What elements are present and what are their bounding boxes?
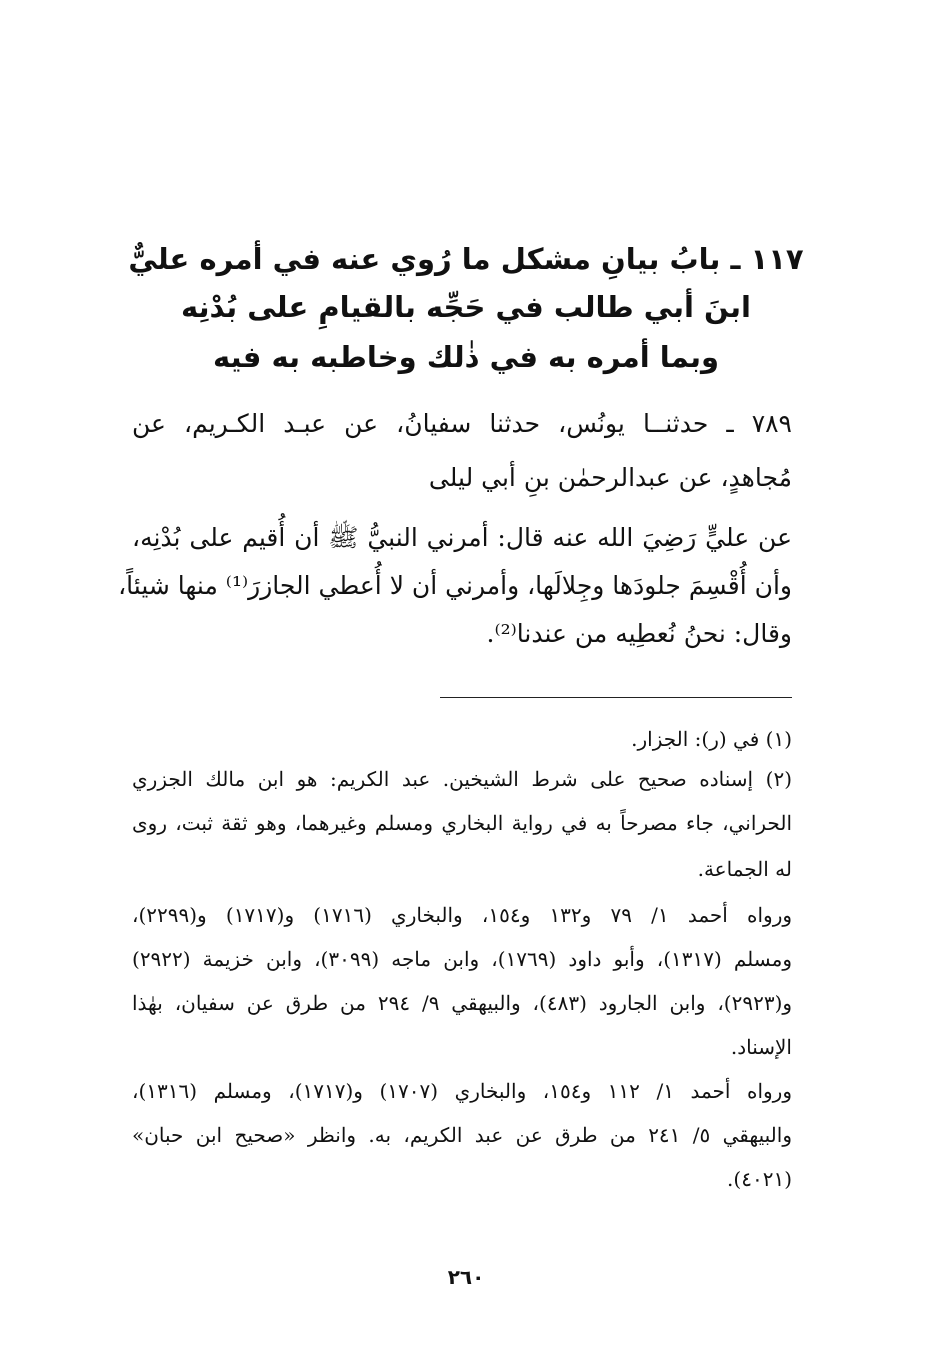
footnote-divider: [440, 697, 792, 698]
hadith-isnad-line-2: مُجاهدٍ، عن عبدالرحمٰن بنِ أبي ليلى: [428, 463, 792, 492]
hadith-matn-line-2: وأن أُقْسِمَ جلودَها وجِلالَها، وأمرني أن لا أُعطي الجازرَ⁽¹⁾ منها شيئاً،: [118, 571, 792, 600]
footnote-2-line-4: ورواه أحمد ١/ ٧٩ و١٣٢ و١٥٤، والبخاري (١٧١٦) و(١٧١٧) و(٢٢٩٩)،: [132, 903, 793, 927]
footnote-2-line-2: الحراني، جاء مصرحاً به في رواية البخاري ومسلم وغيرهما، وهو ثقة ثبت، روى: [132, 811, 792, 835]
footnote-1: (١) في (ر): الجزار.: [631, 727, 792, 751]
footnote-2-line-5: ومسلم (١٣١٧)، وأبو داود (١٧٦٩)، وابن ماجه (٣٠٩٩)، وابن خزيمة (٢٩٢٢): [132, 947, 793, 971]
footnote-2-line-9: والبيهقي ٥/ ٢٤١ من طرق عن عبد الكريم، به. وانظر «صحيح ابن حبان»: [132, 1123, 792, 1147]
page-number: ٢٦٠: [447, 1265, 485, 1289]
hadith-matn-line-1: عن عليٍّ رَضِيَ الله عنه قال: أمرني النبيُّ ﷺ أن أُقيم على بُدْنِه،: [132, 523, 792, 552]
footnote-2-line-10: (٤٠٢١).: [727, 1167, 792, 1191]
chapter-title-line-2: ابنَ أبي طالب في حَجِّه بالقيامِ على بُدْنِه: [181, 290, 751, 324]
footnote-2-line-6: و(٢٩٢٣)، وابن الجارود (٤٨٣)، والبيهقي ٩/ ٢٩٤ من طرق عن سفيان، بهٰذا: [132, 991, 793, 1015]
hadith-isnad-line-1: ٧٨٩ ـ حدثنــا يونُس، حدثنا سفيانُ، عن عبـد الكـريم، عن: [132, 409, 792, 438]
chapter-title-line-3: وبما أمره به في ذٰلك وخاطبه به فيه: [213, 340, 719, 374]
footnote-2-line-1: (٢) إسناده صحيح على شرط الشيخين. عبد الكريم: هو ابن مالك الجزري: [132, 767, 793, 791]
hadith-matn-line-3: وقال: نحنُ نُعطِيه من عندنا⁽²⁾.: [486, 619, 792, 648]
footnote-2-line-8: ورواه أحمد ١/ ١١٢ و١٥٤، والبخاري (١٧٠٧) و(١٧١٧)، ومسلم (١٣١٦)،: [132, 1079, 792, 1103]
footnote-2-line-7: الإسناد.: [730, 1035, 792, 1059]
footnote-2-line-3: له الجماعة.: [697, 857, 792, 881]
chapter-title-line-1: ١١٧ ـ بابُ بيانِ مشكل ما رُوي عنه في أمره عليٌّ: [128, 242, 804, 276]
